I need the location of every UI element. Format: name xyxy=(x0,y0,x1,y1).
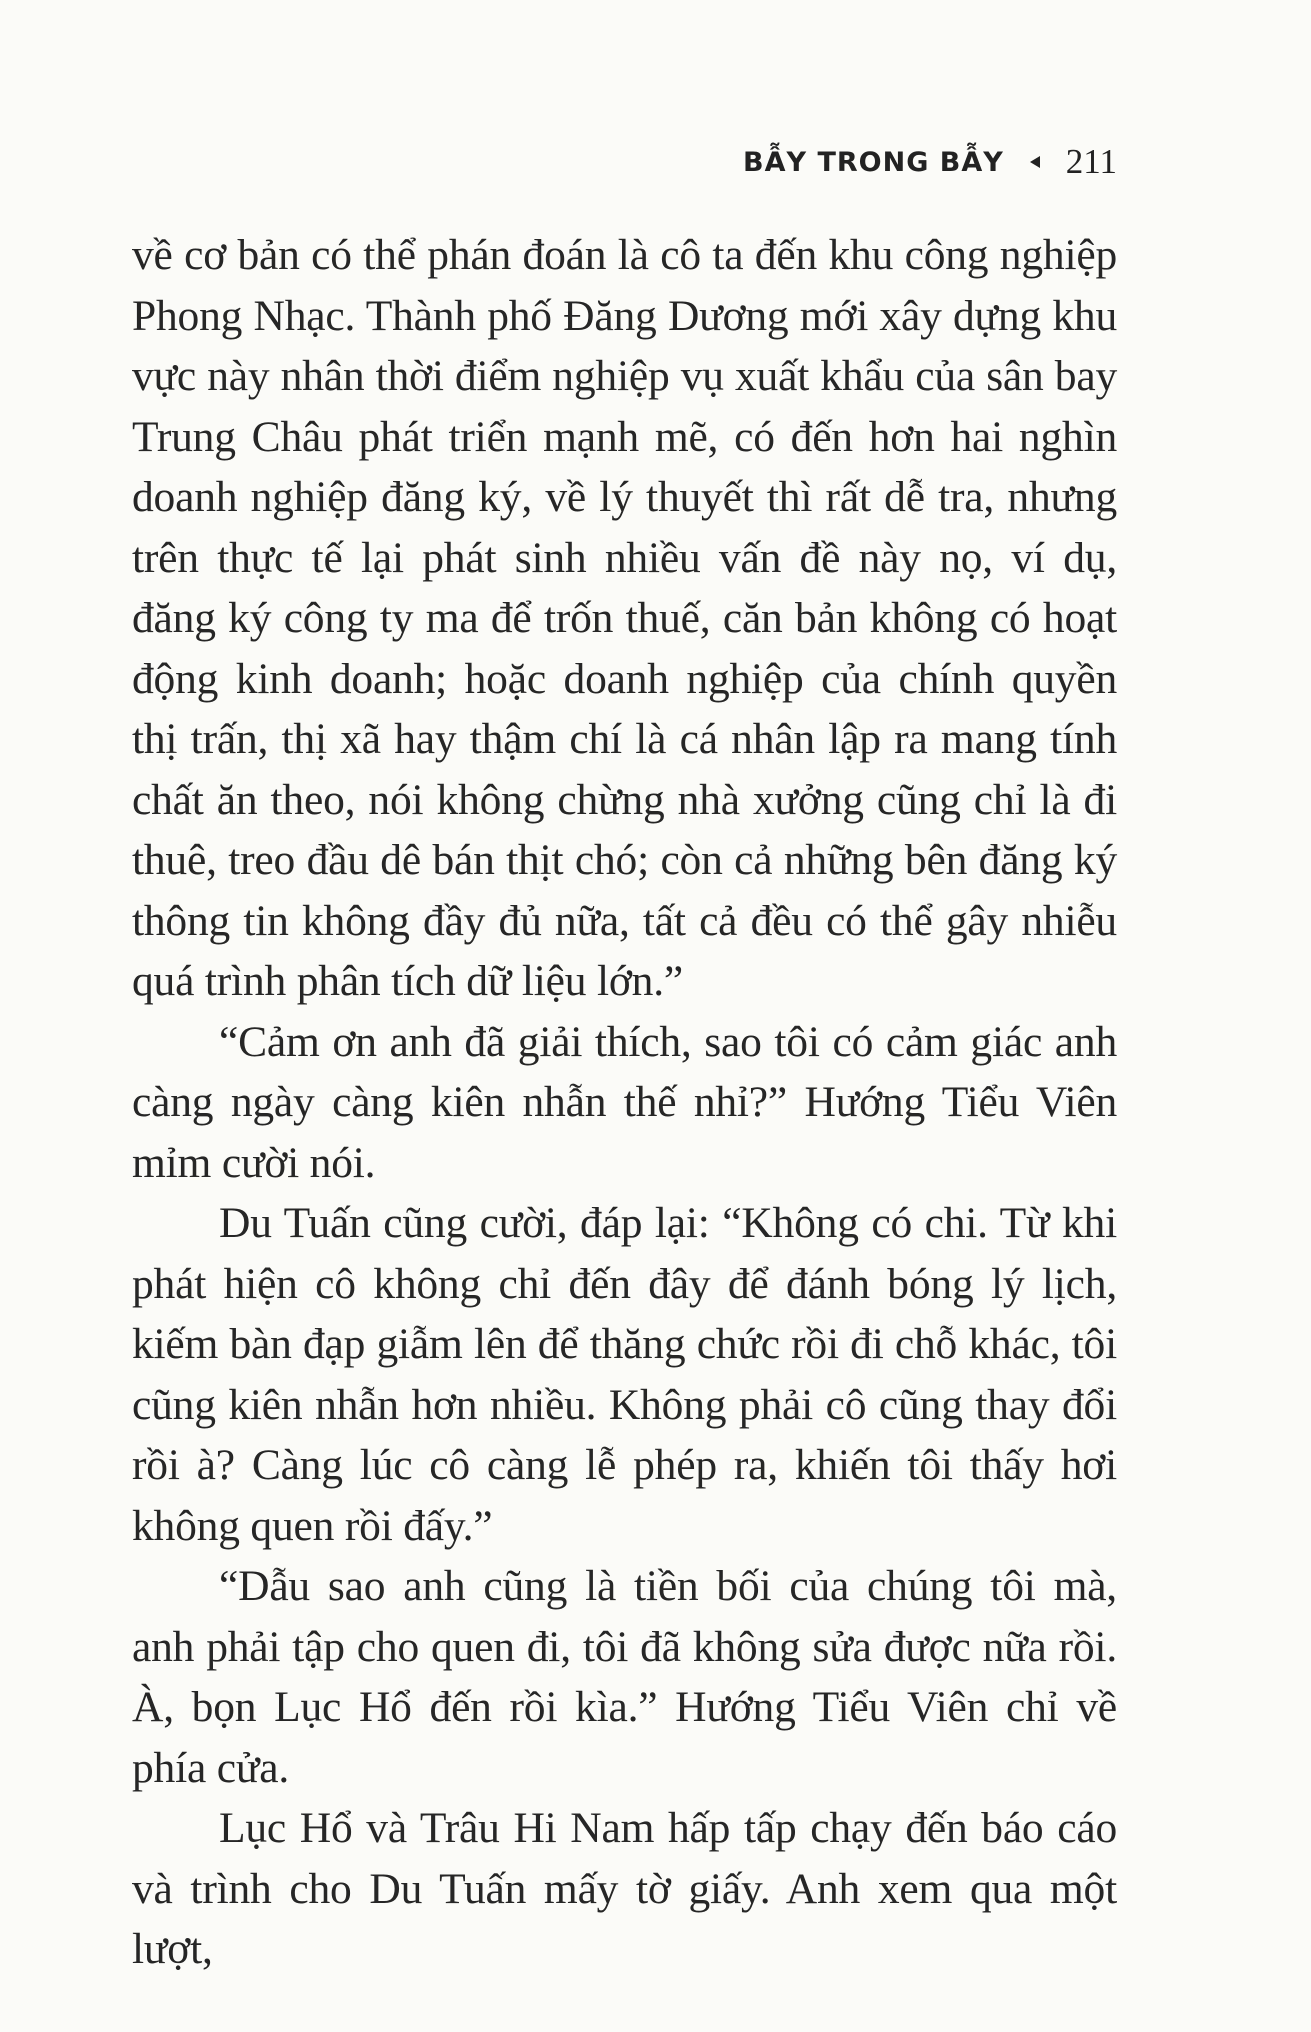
paragraph-dialogue-2: Du Tuấn cũng cười, đáp lại: “Không có chi. Từ khi phát hiện cô không chỉ đến đây để đánh bóng lý lịch, kiếm bàn đạp giẫm lên để thăng chức rồi đi chỗ khác, tôi cũng kiên nhẫn hơn nhiều. Không phải cô cũng thay đổi rồi à? Càng lúc cô càng lễ phép ra, khiến tôi thấy hơi không quen rồi đấy.” xyxy=(132,1199,1117,1550)
page-number: 211 xyxy=(1065,142,1117,181)
paragraph-narrative: Lục Hổ và Trâu Hi Nam hấp tấp chạy đến báo cáo và trình cho Du Tuấn mấy tờ giấy. Anh xem qua một lượt, xyxy=(132,1804,1117,1973)
page-header xyxy=(743,135,1117,189)
paragraph-dialogue-3: “Dẫu sao anh cũng là tiền bối của chúng tôi mà, anh phải tập cho quen đi, tôi đã không sửa được nữa rồi. À, bọn Lục Hổ đến rồi kìa.” Hướng Tiểu Viên chỉ về phía cửa. xyxy=(132,1562,1117,1792)
running-title: BẪY TRONG BẪY xyxy=(743,146,1004,178)
book-page xyxy=(132,0,1117,2032)
paragraph-continued: về cơ bản có thể phán đoán là cô ta đến khu công nghiệp Phong Nhạc. Thành phố Đăng Dương mới xây dựng khu vực này nhân thời điểm nghiệp vụ xuất khẩu của sân bay Trung Châu phát triển mạnh mẽ, có đến hơn hai nghìn doanh nghiệp đăng ký, về lý thuyết thì rất dễ tra, nhưng trên thực tế lại phát sinh nhiều vấn đề này nọ, ví dụ, đăng ký công ty ma để trốn thuế, căn bản không có hoạt động kinh doanh; hoặc doanh nghiệp của chính quyền thị trấn, thị xã hay thậm chí là cá nhân lập ra mang tính chất ăn theo, nói không chừng nhà xưởng cũng chỉ là đi thuê, treo đầu dê bán thịt chó; còn cả những bên đăng ký thông tin không đầy đủ nữa, tất cả đều có thể gây nhiễu quá trình phân tích dữ liệu lớn.” xyxy=(132,231,1117,1005)
paragraph-dialogue-1: “Cảm ơn anh đã giải thích, sao tôi có cảm giác anh càng ngày càng kiên nhẫn thế nhỉ?” Hướng Tiểu Viên mỉm cười nói. xyxy=(132,1017,1117,1187)
triangle-arrow-icon xyxy=(1030,156,1040,168)
page-body xyxy=(132,225,1117,1980)
